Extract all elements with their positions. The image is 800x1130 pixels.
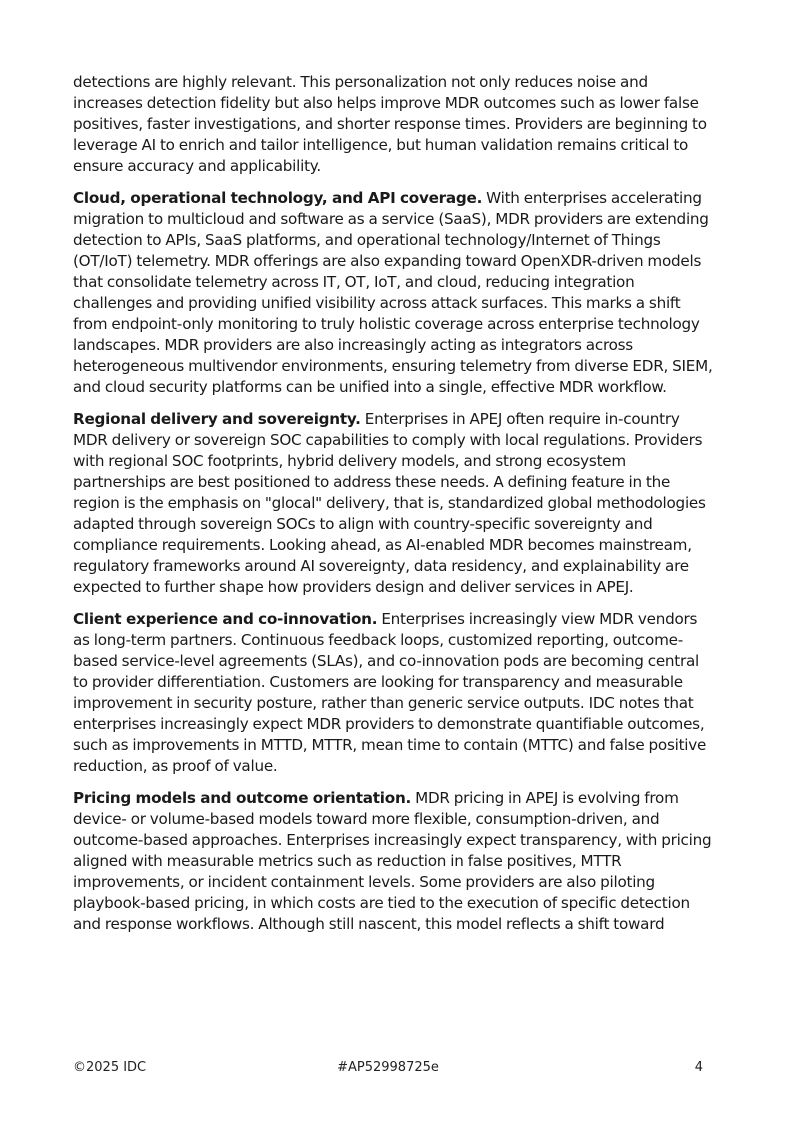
footer-page-number: 4: [694, 1060, 703, 1075]
paragraph-cloud-ot-api: [73, 188, 713, 398]
footer-copyright: ©2025 IDC: [73, 1060, 147, 1075]
paragraph-continuation: [73, 72, 713, 177]
paragraph-heading: Regional delivery and sovereignty.: [73, 410, 361, 428]
paragraph-text: Enterprises increasingly view MDR vendors as long-term partners. Continuous feedback loops, customized reporting, outcome-based service-level agreements (SLAs), and co-innovation pods are becoming central to provider differentiation. Customers are looking for transparency and measurable improvement in security posture, rather than generic service outputs. IDC notes that enterprises increasingly expect MDR providers to demonstrate quantifiable outcomes, such as improvements in MTTD, MTTR, mean time to contain (MTTC) and false positive reduction, as proof of value.: [73, 610, 707, 775]
paragraph-heading: Pricing models and outcome orientation.: [73, 789, 412, 807]
page-footer: [73, 1060, 703, 1080]
paragraph-regional-delivery: [73, 409, 713, 598]
document-body: [73, 72, 713, 946]
paragraph-text: detections are highly relevant. This personalization not only reduces noise and increases detection fidelity but also helps improve MDR outcomes such as lower false positives, faster investigations, and shorter response times. Providers are beginning to leverage AI to enrich and tailor intelligence, but human validation remains critical to ensure accuracy and applicability.: [73, 73, 707, 175]
paragraph-text: MDR pricing in APEJ is evolving from device- or volume-based models toward more flexible, consumption-driven, and outcome-based approaches. Enterprises increasingly expect transparency, with pricing aligned with measurable metrics such as reduction in false positives, MTTR improvements, or incident containment levels. Some providers are also piloting playbook-based pricing, in which costs are tied to the execution of specific detection and response workflows. Although still nascent, this model reflects a shift toward: [73, 789, 712, 933]
paragraph-heading: Client experience and co-innovation.: [73, 610, 378, 628]
paragraph-heading: Cloud, operational technology, and API coverage.: [73, 189, 483, 207]
paragraph-client-experience: [73, 609, 713, 777]
footer-document-id: #AP52998725e: [337, 1060, 439, 1075]
paragraph-text: Enterprises in APEJ often require in-country MDR delivery or sovereign SOC capabilities to comply with local regulations. Providers with regional SOC footprints, hybrid delivery models, and strong ecosystem partnerships are best positioned to address these needs. A defining feature in the region is the emphasis on "glocal" delivery, that is, standardized global methodologies adapted through sovereign SOCs to align with country-specific sovereignty and compliance requirements. Looking ahead, as AI-enabled MDR becomes mainstream, regulatory frameworks around AI sovereignty, data residency, and explainability are expected to further shape how providers design and deliver services in APEJ.: [73, 410, 706, 596]
paragraph-pricing-models: [73, 788, 713, 935]
paragraph-text: With enterprises accelerating migration to multicloud and software as a service (SaaS), MDR providers are extending detection to APIs, SaaS platforms, and operational technology/Internet of Things (OT/IoT) telemetry. MDR offerings are also expanding toward OpenXDR-driven models that consolidate telemetry across IT, OT, IoT, and cloud, reducing integration challenges and providing unified visibility across attack surfaces. This marks a shift from endpoint-only monitoring to truly holistic coverage across enterprise technology landscapes. MDR providers are also increasingly acting as integrators across heterogeneous multivendor environments, ensuring telemetry from diverse EDR, SIEM, and cloud security platforms can be unified into a single, effective MDR workflow.: [73, 189, 713, 396]
